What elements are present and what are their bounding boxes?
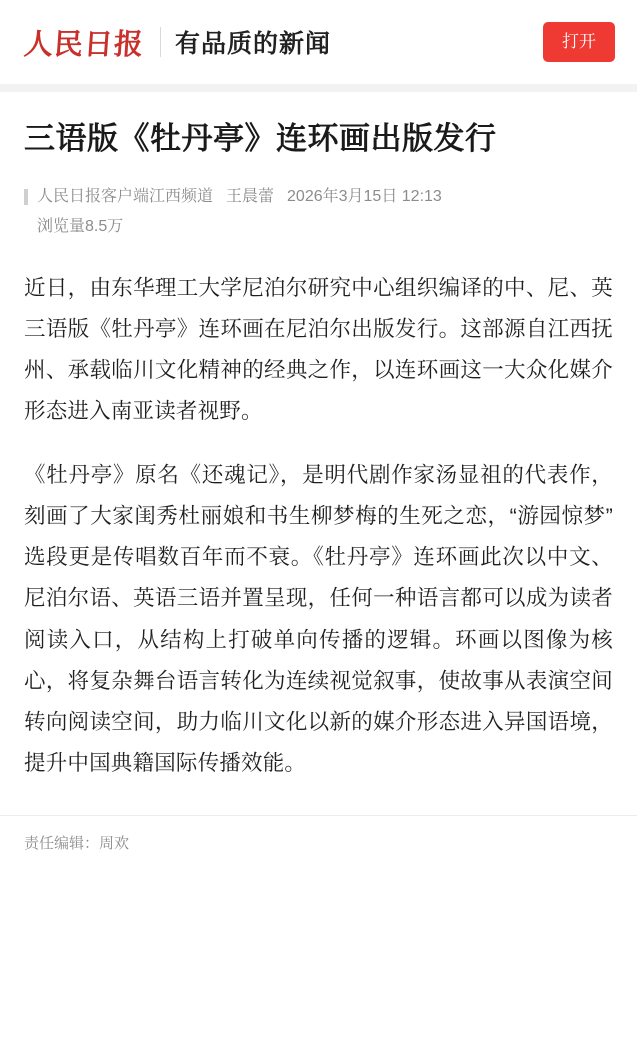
page-title: 三语版《牡丹亭》连环画出版发行 <box>24 121 497 156</box>
header-separator <box>0 84 637 92</box>
article-paragraph: 近日，由东华理工大学尼泊尔研究中心组织编译的中、尼、英三语版《牡丹亭》连环画在尼泊尔出版发行。这部源自江西抚州、承载临川文化精神的经典之作，以连环画这一大众化媒介形态进入南亚读者视野。 <box>24 275 613 424</box>
article-container <box>0 92 637 785</box>
article-meta <box>24 182 613 242</box>
meta-author: 王晨蕾 <box>226 187 275 205</box>
responsible-editor: 责任编辑：周欢 <box>24 834 130 852</box>
brand-divider <box>160 27 161 57</box>
open-app-button[interactable]: 打开 <box>543 22 615 62</box>
brand <box>24 22 543 63</box>
site-header <box>0 0 637 84</box>
meta-accent-bar <box>24 189 28 205</box>
brand-slogan: 有品质的新闻 <box>175 30 332 58</box>
peoples-daily-logo: 人民日报 <box>22 28 145 61</box>
meta-source: 人民日报客户端江西频道 <box>37 187 214 205</box>
article-footer <box>0 816 637 873</box>
article-paragraph: 《牡丹亭》原名《还魂记》，是明代剧作家汤显祖的代表作，刻画了大家闺秀杜丽娘和书生柳梦梅的生死之恋，“游园惊梦”选段更是传唱数百年而不衰。《牡丹亭》连环画此次以中文、尼泊尔语、英语三语并置呈现，任何一种语言都可以成为读者阅读入口，从结构上打破单向传播的逻辑。环画以图像为核心，将复杂舞台语言转化为连续视觉叙事，使故事从表演空间转向阅读空间，助力临川文化以新的媒介形态进入异国语境，提升中国典籍国际传播效能。 <box>24 462 613 776</box>
meta-view-count: 浏览量8.5万 <box>37 217 124 235</box>
meta-timestamp: 2026年3月15日 12:13 <box>287 187 442 205</box>
